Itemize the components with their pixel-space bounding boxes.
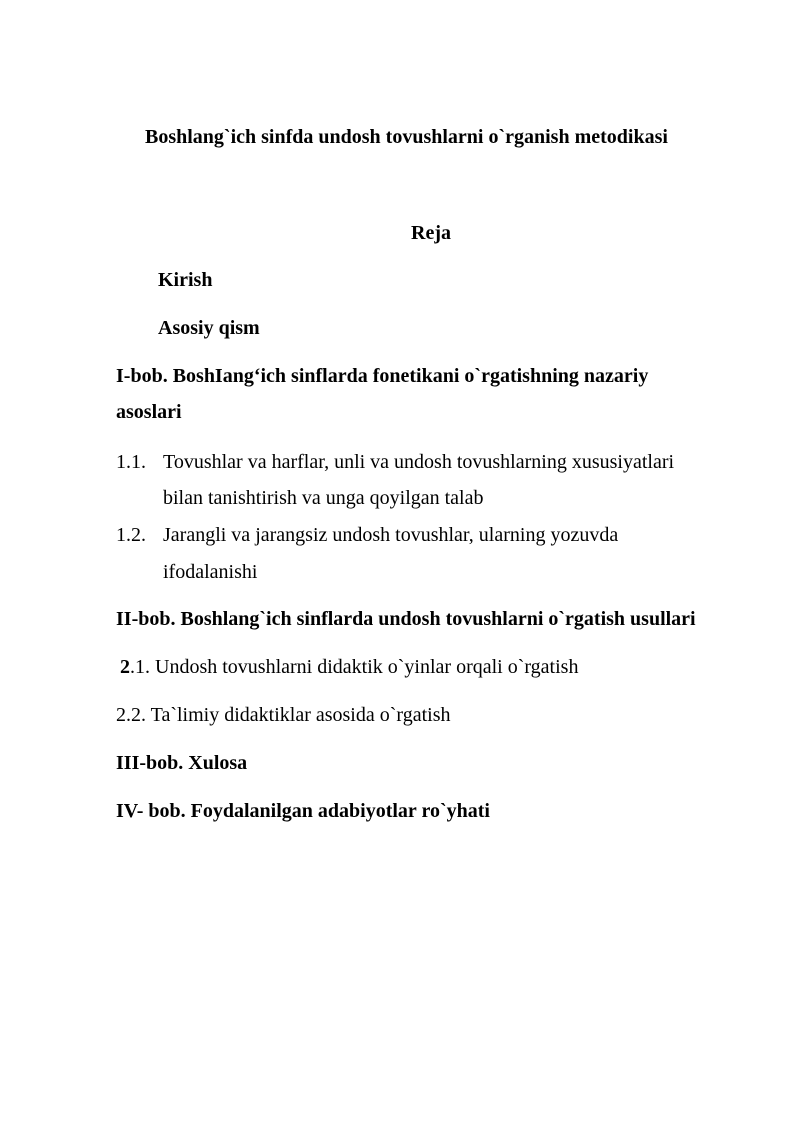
chapter2-title: II-bob. Boshlang`ich sinflarda undosh tovushlarni o`rgatish usullari xyxy=(116,608,696,630)
toc-main-part: Asosiy qism xyxy=(158,317,260,339)
section-number-bold: 2 xyxy=(120,656,130,678)
section-text-line1: Tovushlar va harflar, unli va undosh tovushlarning xususiyatlari xyxy=(163,451,675,473)
plan-heading: Reja xyxy=(411,222,451,244)
section-2-1 xyxy=(120,655,578,679)
chapter1-title-line2: asoslari xyxy=(116,401,182,423)
section-number: 1.1. xyxy=(116,451,146,473)
section-text-line2: bilan tanishtirish va unga qoyilgan talab xyxy=(163,487,484,509)
section-text-line1: Jarangli va jarangsiz undosh tovushlar, ularning yozuvda xyxy=(163,524,619,546)
section-text: .1. Undosh tovushlarni didaktik o`yinlar orqali o`rgatish xyxy=(130,656,579,678)
chapter1-title-line1: I-bob. BoshIang‘ich sinflarda fonetikani o`rgatishning nazariy xyxy=(116,365,649,387)
chapter3-title: III-bob. Xulosa xyxy=(116,752,248,774)
section-number: 1.2. xyxy=(116,524,146,546)
chapter4-title: IV- bob. Foydalanilgan adabiyotlar ro`yhati xyxy=(116,800,490,822)
document-title: Boshlang`ich sinfda undosh tovushlarni o`rganish metodikasi xyxy=(145,126,668,148)
section-text-line2: ifodalanishi xyxy=(163,561,258,583)
toc-intro: Kirish xyxy=(158,269,213,291)
section-2-2: 2.2. Ta`limiy didaktiklar asosida o`rgatish xyxy=(116,704,451,726)
